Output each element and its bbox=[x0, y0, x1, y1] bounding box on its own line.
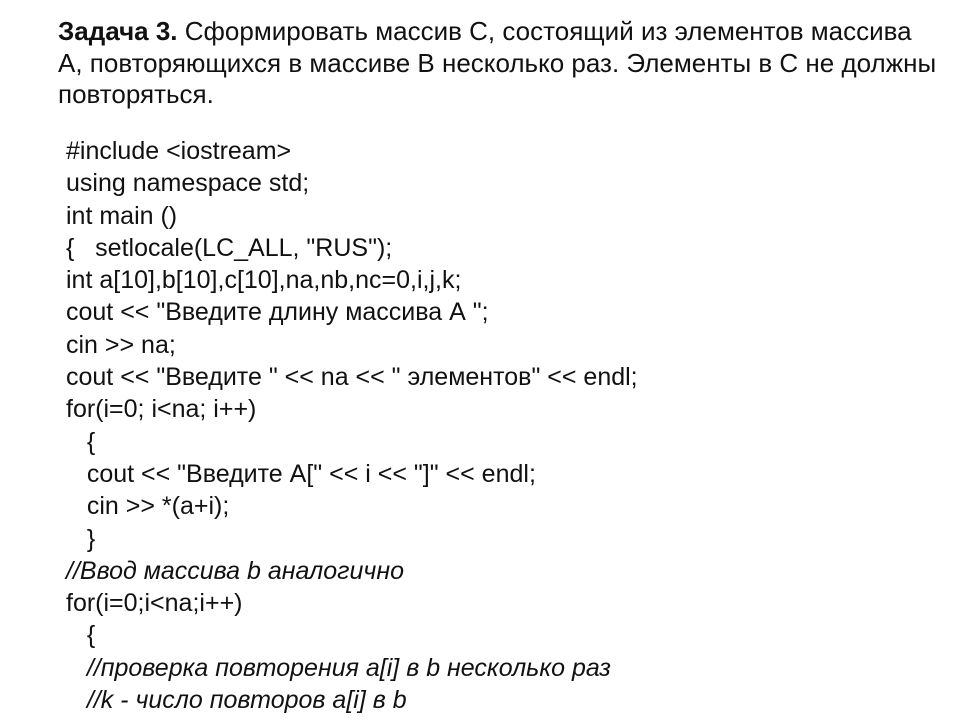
code-line: cout << "Введите длину массива А "; bbox=[66, 298, 489, 327]
task-label: Задача 3. bbox=[58, 16, 178, 46]
task-statement bbox=[58, 16, 938, 111]
code-line: using namespace std; bbox=[66, 169, 310, 198]
code-line: cout << "Введите А[" << i << "]" << endl; bbox=[66, 459, 536, 488]
code-comment-line: //Ввод массива b аналогично bbox=[66, 556, 405, 585]
code-line: #include <iostream> bbox=[66, 137, 292, 165]
code-listing bbox=[66, 135, 946, 716]
code-line: cin >> na; bbox=[66, 330, 176, 359]
code-line: { bbox=[66, 427, 96, 456]
code-line: int main () bbox=[66, 201, 178, 230]
code-line: for(i=0;i<na;i++) bbox=[66, 589, 243, 618]
code-line: for(i=0; i<na; i++) bbox=[66, 395, 257, 424]
code-line: { bbox=[66, 621, 96, 650]
code-line: cout << "Введите " << na << " элементов" << endl; bbox=[66, 363, 638, 392]
code-line: } bbox=[66, 524, 96, 553]
task-text: Сформировать массив С, состоящий из элементов массива А, повторяющихся в массиве В несколько раз. Элементы в С не должны повторяться. bbox=[58, 16, 937, 109]
code-line: { setlocale(LC_ALL, "RUS"); bbox=[66, 233, 393, 262]
code-line: cin >> *(a+i); bbox=[66, 492, 230, 521]
code-line: int a[10],b[10],c[10],na,nb,nc=0,i,j,k; bbox=[66, 266, 462, 295]
code-comment-line: //проверка повторения a[i] в b несколько раз bbox=[66, 653, 611, 682]
code-comment-line: //k - число повторов a[i] в b bbox=[66, 686, 407, 715]
